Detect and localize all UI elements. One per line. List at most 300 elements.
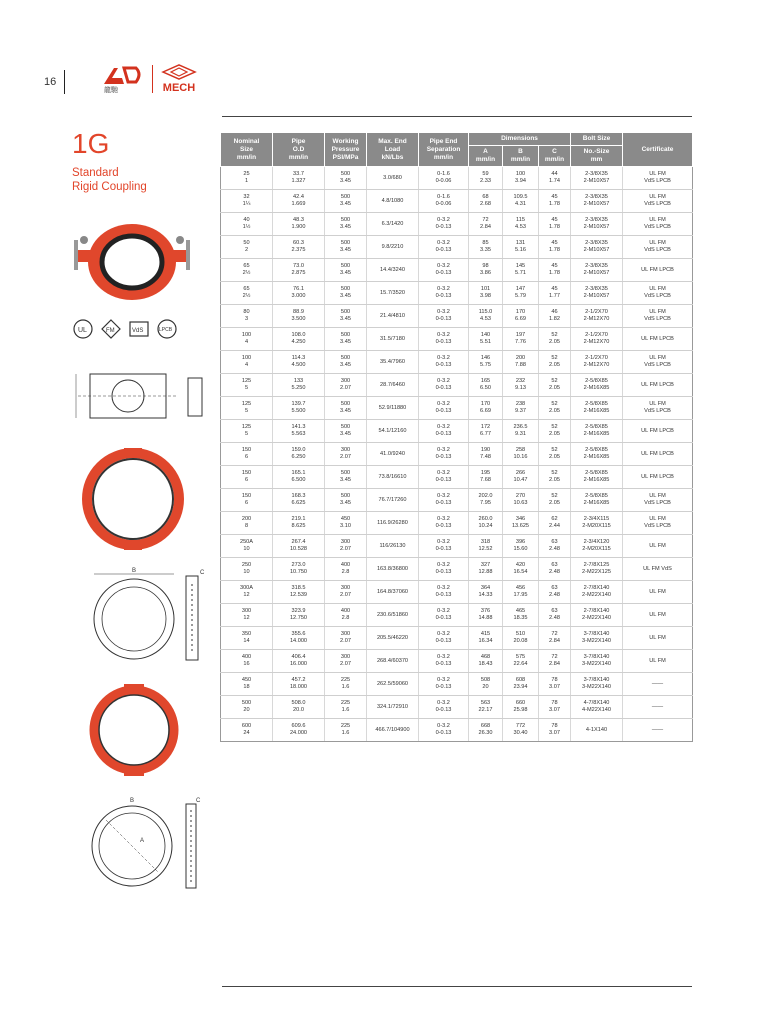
- cell-separation: 0-3.2 0-0.13: [419, 213, 469, 236]
- cell-max-end-load: 35.4/7960: [367, 351, 419, 374]
- cell-size: 125 5: [221, 420, 273, 443]
- cell-dim-c: 52 2.05: [539, 374, 571, 397]
- cell-bolt-size: 2-1/2X70 2-M12X70: [571, 305, 623, 328]
- cell-working-pressure: 500 3.45: [325, 259, 367, 282]
- cell-separation: 0-1.6 0-0.06: [419, 167, 469, 190]
- cell-working-pressure: 300 2.07: [325, 581, 367, 604]
- cell-size: 400 16: [221, 650, 273, 673]
- cell-pipe-od: 159.0 6.250: [273, 443, 325, 466]
- cell-max-end-load: 6.3/1420: [367, 213, 419, 236]
- cell-dim-c: 45 1.77: [539, 282, 571, 305]
- cell-dim-c: 63 2.48: [539, 604, 571, 627]
- cell-dim-a: 415 16.34: [469, 627, 503, 650]
- cell-certificate: UL FM: [623, 650, 693, 673]
- cell-certificate: UL FM VdS LPCB: [623, 213, 693, 236]
- cell-separation: 0-3.2 0-0.13: [419, 328, 469, 351]
- cell-separation: 0-3.2 0-0.13: [419, 351, 469, 374]
- cell-certificate: UL FM VdS LPCB: [623, 512, 693, 535]
- cell-dim-b: 772 30.40: [503, 719, 539, 742]
- product-name-line2: Rigid Coupling: [72, 181, 147, 193]
- cell-bolt-size: 2-7/8X125 2-M22X125: [571, 558, 623, 581]
- cell-max-end-load: 116/26130: [367, 535, 419, 558]
- cell-pipe-od: 609.6 24.000: [273, 719, 325, 742]
- cell-certificate: UL FM VdS LPCB: [623, 282, 693, 305]
- cell-working-pressure: 450 3.10: [325, 512, 367, 535]
- cell-pipe-od: 139.7 5.500: [273, 397, 325, 420]
- cell-separation: 0-3.2 0-0.13: [419, 305, 469, 328]
- table-row: [221, 443, 693, 466]
- cell-size: 125 5: [221, 374, 273, 397]
- cell-pipe-od: 457.2 18.000: [273, 673, 325, 696]
- cell-dim-a: 172 6.77: [469, 420, 503, 443]
- cell-dim-b: 465 18.35: [503, 604, 539, 627]
- table-row: [221, 466, 693, 489]
- cell-working-pressure: 500 3.45: [325, 466, 367, 489]
- cell-bolt-size: 2-7/8X140 2-M22X140: [571, 604, 623, 627]
- cell-pipe-od: 33.7 1.327: [273, 167, 325, 190]
- cell-working-pressure: 225 1.6: [325, 696, 367, 719]
- col-dim-c: C mm/in: [539, 146, 571, 167]
- cell-pipe-od: 323.9 12.750: [273, 604, 325, 627]
- cell-size: 65 2½: [221, 282, 273, 305]
- cell-certificate: UL FM: [623, 535, 693, 558]
- cell-max-end-load: 262.5/59060: [367, 673, 419, 696]
- cell-max-end-load: 41.0/9240: [367, 443, 419, 466]
- cell-dim-b: 131 5.16: [503, 236, 539, 259]
- table-row: [221, 351, 693, 374]
- cell-dim-c: 52 2.05: [539, 443, 571, 466]
- cell-dim-b: 109.5 4.31: [503, 190, 539, 213]
- svg-text:UL: UL: [78, 327, 87, 334]
- product-name: [72, 166, 147, 194]
- cell-certificate: UL FM VdS LPCB: [623, 305, 693, 328]
- cell-bolt-size: 3-7/8X140 3-M22X140: [571, 673, 623, 696]
- vds-icon: [128, 318, 150, 340]
- cell-pipe-od: 48.3 1.900: [273, 213, 325, 236]
- kirin-logo-icon: [100, 64, 144, 94]
- cell-bolt-size: 2-1/2X70 2-M12X70: [571, 351, 623, 374]
- cell-separation: 0-3.2 0-0.13: [419, 558, 469, 581]
- cell-bolt-size: 2-1/2X70 2-M12X70: [571, 328, 623, 351]
- col-pipe-end-separation: Pipe End Separation mm/in: [419, 133, 469, 167]
- cell-max-end-load: 230.6/51860: [367, 604, 419, 627]
- cell-dim-b: 270 10.63: [503, 489, 539, 512]
- cell-max-end-load: 76.7/17260: [367, 489, 419, 512]
- cell-dim-b: 115 4.53: [503, 213, 539, 236]
- cell-dim-a: 468 18.43: [469, 650, 503, 673]
- brand-logo: [100, 64, 197, 94]
- cell-dim-c: 52 2.05: [539, 351, 571, 374]
- cell-pipe-od: 406.4 16.000: [273, 650, 325, 673]
- col-certificate: Certificate: [623, 133, 693, 167]
- cell-pipe-od: 42.4 1.669: [273, 190, 325, 213]
- cell-dim-c: 62 2.44: [539, 512, 571, 535]
- table-row: [221, 259, 693, 282]
- svg-text:VdS: VdS: [132, 328, 144, 334]
- cell-dim-b: 238 9.37: [503, 397, 539, 420]
- cell-certificate: UL FM: [623, 604, 693, 627]
- cell-dim-a: 563 22.17: [469, 696, 503, 719]
- cell-dim-c: 72 2.84: [539, 627, 571, 650]
- cell-dim-b: 608 23.94: [503, 673, 539, 696]
- col-dim-a: A mm/in: [469, 146, 503, 167]
- coupling-photo-small: [72, 210, 192, 310]
- cell-dim-c: 78 3.07: [539, 719, 571, 742]
- cell-pipe-od: 168.3 6.625: [273, 489, 325, 512]
- cell-bolt-size: 2-3/8X35 2-M10X57: [571, 259, 623, 282]
- table-row: [221, 650, 693, 673]
- svg-text:LPCB: LPCB: [159, 327, 173, 333]
- col-dimensions: Dimensions: [469, 133, 571, 146]
- cell-dim-a: 72 2.84: [469, 213, 503, 236]
- cell-certificate: UL FM LPCB: [623, 374, 693, 397]
- cell-certificate: UL FM LPCB: [623, 328, 693, 351]
- cell-dim-c: 52 2.05: [539, 489, 571, 512]
- cell-size: 250A 10: [221, 535, 273, 558]
- cell-size: 350 14: [221, 627, 273, 650]
- cell-dim-b: 420 16.54: [503, 558, 539, 581]
- cell-separation: 0-3.2 0-0.13: [419, 650, 469, 673]
- cell-pipe-od: 141.3 5.563: [273, 420, 325, 443]
- cell-working-pressure: 500 3.45: [325, 420, 367, 443]
- cell-working-pressure: 300 2.07: [325, 374, 367, 397]
- cell-separation: 0-3.2 0-0.13: [419, 535, 469, 558]
- cell-size: 200 8: [221, 512, 273, 535]
- cell-dim-c: 52 2.05: [539, 328, 571, 351]
- table-row: [221, 627, 693, 650]
- cell-dim-b: 456 17.95: [503, 581, 539, 604]
- cell-dim-b: 197 7.76: [503, 328, 539, 351]
- cell-dim-a: 376 14.88: [469, 604, 503, 627]
- table-row: [221, 558, 693, 581]
- cell-bolt-size: 2-7/8X140 2-M22X140: [571, 581, 623, 604]
- cell-dim-b: 147 5.79: [503, 282, 539, 305]
- cell-working-pressure: 500 3.45: [325, 213, 367, 236]
- cell-max-end-load: 21.4/4810: [367, 305, 419, 328]
- table-row: [221, 581, 693, 604]
- cell-separation: 0-3.2 0-0.13: [419, 696, 469, 719]
- table-row: [221, 397, 693, 420]
- lpcb-icon: [156, 318, 178, 340]
- cell-size: 25 1: [221, 167, 273, 190]
- coupling-drawing-large: [84, 796, 214, 896]
- cell-pipe-od: 219.1 8.625: [273, 512, 325, 535]
- cell-bolt-size: 2-3/4X115 2-M20X115: [571, 512, 623, 535]
- cell-dim-b: 266 10.47: [503, 466, 539, 489]
- cell-dim-a: 668 26.30: [469, 719, 503, 742]
- brand-chinese: 龍馳: [104, 87, 118, 94]
- cell-working-pressure: 400 2.8: [325, 558, 367, 581]
- cell-dim-a: 85 3.35: [469, 236, 503, 259]
- cell-dim-b: 200 7.88: [503, 351, 539, 374]
- cell-dim-c: 45 1.78: [539, 236, 571, 259]
- cell-working-pressure: 500 3.45: [325, 282, 367, 305]
- col-bolt-size: Bolt Size: [571, 133, 623, 146]
- cell-dim-c: 45 1.78: [539, 259, 571, 282]
- cell-certificate: UL FM LPCB: [623, 466, 693, 489]
- cell-dim-a: 98 3.86: [469, 259, 503, 282]
- cell-separation: 0-3.2 0-0.13: [419, 512, 469, 535]
- cell-max-end-load: 324.1/72910: [367, 696, 419, 719]
- cell-size: 100 4: [221, 351, 273, 374]
- cell-size: 100 4: [221, 328, 273, 351]
- cell-size: 80 3: [221, 305, 273, 328]
- cell-dim-a: 115.0 4.53: [469, 305, 503, 328]
- cell-separation: 0-3.2 0-0.13: [419, 673, 469, 696]
- cell-size: 40 1½: [221, 213, 273, 236]
- table-row: [221, 282, 693, 305]
- cell-certificate: ——: [623, 673, 693, 696]
- cell-dim-b: 170 6.69: [503, 305, 539, 328]
- header-rule: [222, 116, 692, 117]
- cell-dim-c: 63 2.48: [539, 581, 571, 604]
- cell-dim-b: 510 20.08: [503, 627, 539, 650]
- cell-dim-a: 146 5.75: [469, 351, 503, 374]
- cell-max-end-load: 4.8/1080: [367, 190, 419, 213]
- cell-bolt-size: 2-5/8X85 2-M16X85: [571, 466, 623, 489]
- cell-dim-a: 508 20: [469, 673, 503, 696]
- cell-max-end-load: 28.7/6460: [367, 374, 419, 397]
- cell-dim-a: 170 6.69: [469, 397, 503, 420]
- cell-separation: 0-3.2 0-0.13: [419, 581, 469, 604]
- table-row: [221, 696, 693, 719]
- cell-dim-b: 346 13.625: [503, 512, 539, 535]
- table-row: [221, 719, 693, 742]
- cell-dim-b: 396 15.60: [503, 535, 539, 558]
- ul-listed-icon: [72, 318, 94, 340]
- cell-dim-a: 364 14.33: [469, 581, 503, 604]
- cell-bolt-size: 2-5/8X85 2-M16X85: [571, 374, 623, 397]
- cell-working-pressure: 300 2.07: [325, 650, 367, 673]
- spec-table-wrapper: [220, 132, 692, 742]
- cell-working-pressure: 500 3.45: [325, 167, 367, 190]
- dim-label-b: B: [132, 568, 137, 574]
- cell-dim-c: 46 1.82: [539, 305, 571, 328]
- table-row: [221, 374, 693, 397]
- cell-working-pressure: 500 3.45: [325, 328, 367, 351]
- cell-bolt-size: 2-3/4X120 2-M20X115: [571, 535, 623, 558]
- cell-dim-b: 258 10.16: [503, 443, 539, 466]
- cell-bolt-size: 3-7/8X140 3-M22X140: [571, 627, 623, 650]
- cell-certificate: UL FM VdS LPCB: [623, 167, 693, 190]
- dim-label-b-2: B: [130, 798, 135, 804]
- cell-separation: 0-3.2 0-0.13: [419, 282, 469, 305]
- cell-pipe-od: 273.0 10.750: [273, 558, 325, 581]
- cell-pipe-od: 60.3 2.375: [273, 236, 325, 259]
- cell-size: 150 6: [221, 489, 273, 512]
- cert-logos: [72, 318, 178, 340]
- cell-bolt-size: 2-5/8X85 2-M16X85: [571, 489, 623, 512]
- dim-label-c: C: [200, 570, 205, 576]
- cell-pipe-od: 108.0 4.250: [273, 328, 325, 351]
- cell-dim-c: 52 2.05: [539, 397, 571, 420]
- cell-bolt-size: 2-5/8X85 2-M16X85: [571, 443, 623, 466]
- table-row: [221, 328, 693, 351]
- table-row: [221, 213, 693, 236]
- footer-rule: [222, 986, 692, 987]
- cell-size: 450 18: [221, 673, 273, 696]
- col-nominal-size: Nominal Size mm/in: [221, 133, 273, 167]
- cell-size: 125 5: [221, 397, 273, 420]
- cell-certificate: UL FM VdS LPCB: [623, 489, 693, 512]
- cell-certificate: ——: [623, 719, 693, 742]
- cell-max-end-load: 15.7/3520: [367, 282, 419, 305]
- cell-dim-a: 202.0 7.95: [469, 489, 503, 512]
- cell-pipe-od: 508.0 20.0: [273, 696, 325, 719]
- table-row: [221, 604, 693, 627]
- cell-working-pressure: 300 2.07: [325, 535, 367, 558]
- spec-table-body: [221, 167, 693, 742]
- cell-certificate: UL FM VdS LPCB: [623, 351, 693, 374]
- cell-pipe-od: 76.1 3.000: [273, 282, 325, 305]
- cell-dim-c: 78 3.07: [539, 696, 571, 719]
- cell-size: 150 6: [221, 466, 273, 489]
- col-pipe-od: Pipe O.D mm/in: [273, 133, 325, 167]
- cell-certificate: UL FM LPCB: [623, 259, 693, 282]
- dim-label-a: A: [140, 838, 145, 844]
- cell-separation: 0-3.2 0-0.13: [419, 627, 469, 650]
- cell-separation: 0-3.2 0-0.13: [419, 466, 469, 489]
- cell-pipe-od: 267.4 10.528: [273, 535, 325, 558]
- cell-dim-c: 45 1.78: [539, 213, 571, 236]
- cell-certificate: UL FM VdS LPCB: [623, 236, 693, 259]
- cell-size: 600 24: [221, 719, 273, 742]
- cell-certificate: ——: [623, 696, 693, 719]
- cell-size: 65 2½: [221, 259, 273, 282]
- cell-dim-c: 63 2.48: [539, 535, 571, 558]
- spec-table-header: [221, 133, 693, 167]
- cell-working-pressure: 225 1.6: [325, 673, 367, 696]
- cell-dim-a: 140 5.51: [469, 328, 503, 351]
- cell-max-end-load: 466.7/104900: [367, 719, 419, 742]
- table-row: [221, 305, 693, 328]
- cell-max-end-load: 52.9/11880: [367, 397, 419, 420]
- cell-certificate: UL FM VdS LPCB: [623, 190, 693, 213]
- cell-dim-a: 101 3.98: [469, 282, 503, 305]
- product-name-line1: Standard: [72, 167, 119, 179]
- cell-bolt-size: 4-7/8X140 4-M22X140: [571, 696, 623, 719]
- cell-max-end-load: 268.4/60370: [367, 650, 419, 673]
- cell-size: 50 2: [221, 236, 273, 259]
- cell-certificate: UL FM: [623, 627, 693, 650]
- cell-size: 150 6: [221, 443, 273, 466]
- fm-approved-icon: [100, 318, 122, 340]
- cell-size: 300 12: [221, 604, 273, 627]
- cell-dim-a: 59 2.33: [469, 167, 503, 190]
- cell-working-pressure: 500 3.45: [325, 236, 367, 259]
- dim-label-c-2: C: [196, 798, 201, 804]
- cell-pipe-od: 88.9 3.500: [273, 305, 325, 328]
- cell-max-end-load: 73.8/16610: [367, 466, 419, 489]
- cell-size: 500 20: [221, 696, 273, 719]
- cell-bolt-size: 3-7/8X140 3-M22X140: [571, 650, 623, 673]
- table-row: [221, 236, 693, 259]
- cell-dim-c: 78 3.07: [539, 673, 571, 696]
- coupling-photo-medium: [78, 444, 188, 554]
- cell-pipe-od: 114.3 4.500: [273, 351, 325, 374]
- table-row: [221, 673, 693, 696]
- cell-dim-a: 68 2.68: [469, 190, 503, 213]
- cell-bolt-size: 2-3/8X35 2-M10X57: [571, 282, 623, 305]
- table-row: [221, 535, 693, 558]
- cell-working-pressure: 300 2.07: [325, 627, 367, 650]
- cell-dim-b: 660 25.98: [503, 696, 539, 719]
- cell-separation: 0-3.2 0-0.13: [419, 719, 469, 742]
- cell-working-pressure: 225 1.6: [325, 719, 367, 742]
- cell-max-end-load: 9.8/2210: [367, 236, 419, 259]
- cell-dim-c: 72 2.84: [539, 650, 571, 673]
- cell-max-end-load: 116.9/26280: [367, 512, 419, 535]
- cell-dim-c: 63 2.48: [539, 558, 571, 581]
- cell-working-pressure: 300 2.07: [325, 443, 367, 466]
- cell-separation: 0-3.2 0-0.13: [419, 374, 469, 397]
- cell-dim-a: 260.0 10.24: [469, 512, 503, 535]
- cell-dim-b: 236.5 9.31: [503, 420, 539, 443]
- cell-separation: 0-3.2 0-0.13: [419, 489, 469, 512]
- cell-working-pressure: 500 3.45: [325, 190, 367, 213]
- cell-dim-b: 145 5.71: [503, 259, 539, 282]
- table-row: [221, 190, 693, 213]
- cell-bolt-size: 2-3/8X35 2-M10X57: [571, 190, 623, 213]
- col-working-pressure: Working Pressure PSI/MPa: [325, 133, 367, 167]
- cell-bolt-size: 2-3/8X35 2-M10X57: [571, 167, 623, 190]
- cell-dim-c: 44 1.74: [539, 167, 571, 190]
- page-number-divider: [64, 70, 65, 94]
- svg-text:FM: FM: [106, 328, 115, 334]
- cell-working-pressure: 500 3.45: [325, 351, 367, 374]
- cell-separation: 0-3.2 0-0.13: [419, 443, 469, 466]
- coupling-photo-large: [86, 682, 182, 778]
- cell-size: 32 1¼: [221, 190, 273, 213]
- cell-dim-a: 318 12.52: [469, 535, 503, 558]
- cell-certificate: UL FM LPCB: [623, 443, 693, 466]
- table-row: [221, 420, 693, 443]
- cell-max-end-load: 14.4/3240: [367, 259, 419, 282]
- cell-size: 250 10: [221, 558, 273, 581]
- cell-working-pressure: 500 3.45: [325, 397, 367, 420]
- cell-dim-b: 100 3.94: [503, 167, 539, 190]
- cell-working-pressure: 500 3.45: [325, 305, 367, 328]
- cell-dim-a: 165 6.50: [469, 374, 503, 397]
- cell-pipe-od: 133 5.250: [273, 374, 325, 397]
- mech-emblem-icon: [161, 64, 197, 80]
- cell-separation: 0-3.2 0-0.13: [419, 397, 469, 420]
- cell-pipe-od: 73.0 2.875: [273, 259, 325, 282]
- cell-max-end-load: 163.8/36800: [367, 558, 419, 581]
- cell-size: 300A 12: [221, 581, 273, 604]
- cell-certificate: UL FM LPCB: [623, 420, 693, 443]
- brand-divider: [152, 65, 153, 93]
- brand-name: MECH: [162, 82, 196, 94]
- table-row: [221, 512, 693, 535]
- cell-working-pressure: 400 2.8: [325, 604, 367, 627]
- cell-separation: 0-3.2 0-0.13: [419, 236, 469, 259]
- cell-max-end-load: 54.1/12160: [367, 420, 419, 443]
- cell-separation: 0-3.2 0-0.13: [419, 259, 469, 282]
- cell-max-end-load: 31.5/7180: [367, 328, 419, 351]
- cell-working-pressure: 500 3.45: [325, 489, 367, 512]
- cell-pipe-od: 318.5 12.539: [273, 581, 325, 604]
- cell-separation: 0-3.2 0-0.13: [419, 604, 469, 627]
- product-code: 1G: [72, 128, 110, 159]
- cell-certificate: UL FM VdS: [623, 558, 693, 581]
- spec-table: [220, 132, 693, 742]
- cell-dim-c: 45 1.78: [539, 190, 571, 213]
- col-max-end-load: Max. End Load kN/Lbs: [367, 133, 419, 167]
- cell-pipe-od: 355.6 14.000: [273, 627, 325, 650]
- cell-dim-b: 575 22.64: [503, 650, 539, 673]
- cell-certificate: UL FM VdS LPCB: [623, 397, 693, 420]
